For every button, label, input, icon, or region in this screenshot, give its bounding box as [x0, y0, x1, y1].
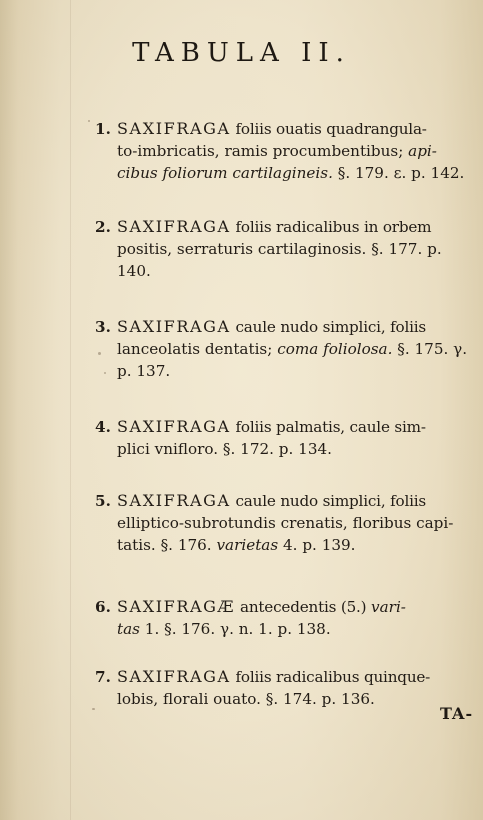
entry-text: caule nudo simplici, foliis	[235, 492, 427, 510]
entry-number: 6.	[95, 598, 111, 616]
entry-6	[95, 596, 477, 640]
entry-line	[95, 162, 477, 184]
genus-name: SAXIFRAGA	[117, 491, 231, 510]
entry-2	[95, 216, 477, 282]
entry-line: 140.	[117, 262, 151, 280]
entry-line: plici vnifloro. §. 172. p. 134.	[117, 440, 332, 458]
entry-1	[95, 118, 477, 184]
paper-speck	[92, 708, 95, 710]
entry-number: 7.	[95, 668, 111, 686]
entry-number: 1.	[95, 120, 111, 138]
entry-line: positis, serraturis cartilaginosis. §. 177. p.	[117, 240, 442, 258]
entry-line: elliptico-subrotundis crenatis, floribus capi-	[117, 514, 454, 532]
entry-line	[95, 618, 477, 640]
entry-7	[95, 666, 477, 710]
genus-name: SAXIFRAGA	[117, 417, 231, 436]
entry-reference: §. 175. γ.	[392, 340, 468, 358]
entry-text-italic: api-	[408, 142, 437, 160]
page-gutter	[70, 0, 71, 820]
entry-line	[95, 596, 477, 618]
entry-number: 4.	[95, 418, 111, 436]
entry-line: lobis, florali ouato. §. 174. p. 136.	[117, 690, 375, 708]
entry-text: lanceolatis dentatis;	[117, 340, 278, 358]
entry-number: 3.	[95, 318, 111, 336]
entry-line	[95, 534, 477, 556]
entry-line	[95, 490, 477, 512]
entry-number: 2.	[95, 218, 111, 236]
entry-line	[95, 316, 477, 338]
entry-text: foliis radicalibus in orbem	[235, 218, 432, 236]
entry-text: to-imbricatis, ramis procumbentibus;	[117, 142, 409, 160]
paper-speck	[104, 372, 106, 374]
catchword: TA-	[440, 704, 474, 723]
paper-speck	[98, 352, 101, 355]
entry-reference: §. 179. ε. p. 142.	[332, 164, 465, 182]
entry-text-italic: cibus foliorum cartilagineis.	[117, 164, 333, 182]
entry-line	[95, 338, 477, 360]
entry-5	[95, 490, 477, 556]
entry-line	[95, 416, 477, 438]
genus-name: SAXIFRAGA	[117, 667, 231, 686]
entry-reference: 1. §. 176. γ. n. 1. p. 138.	[139, 620, 331, 638]
entry-line	[95, 118, 477, 140]
entry-line	[95, 216, 477, 238]
entry-text: caule nudo simplici, foliis	[235, 318, 427, 336]
genus-name: SAXIFRAGÆ	[117, 597, 236, 616]
paper-speck	[88, 120, 90, 122]
entry-3	[95, 316, 477, 382]
entry-text-italic: varietas	[216, 536, 279, 554]
entry-text-italic: vari-	[371, 598, 406, 616]
entry-number: 5.	[95, 492, 111, 510]
entry-reference: 4. p. 139.	[278, 536, 356, 554]
genus-name: SAXIFRAGA	[117, 119, 231, 138]
entry-line: p. 137.	[117, 362, 171, 380]
entry-text: foliis ouatis quadrangula-	[235, 120, 427, 138]
genus-name: SAXIFRAGA	[117, 317, 231, 336]
entry-line	[95, 666, 477, 688]
page-title: TABULA II.	[132, 38, 351, 68]
entry-text: tatis. §. 176.	[117, 536, 217, 554]
entry-text-italic: coma foliolosa.	[277, 340, 393, 358]
entry-text: antecedentis (5.)	[239, 598, 372, 616]
genus-name: SAXIFRAGA	[117, 217, 231, 236]
entry-line	[95, 140, 477, 162]
entry-text-italic: tas	[117, 620, 140, 638]
entry-text: foliis radicalibus quinque-	[235, 668, 431, 686]
entry-4	[95, 416, 477, 460]
entry-text: foliis palmatis, caule sim-	[235, 418, 426, 436]
